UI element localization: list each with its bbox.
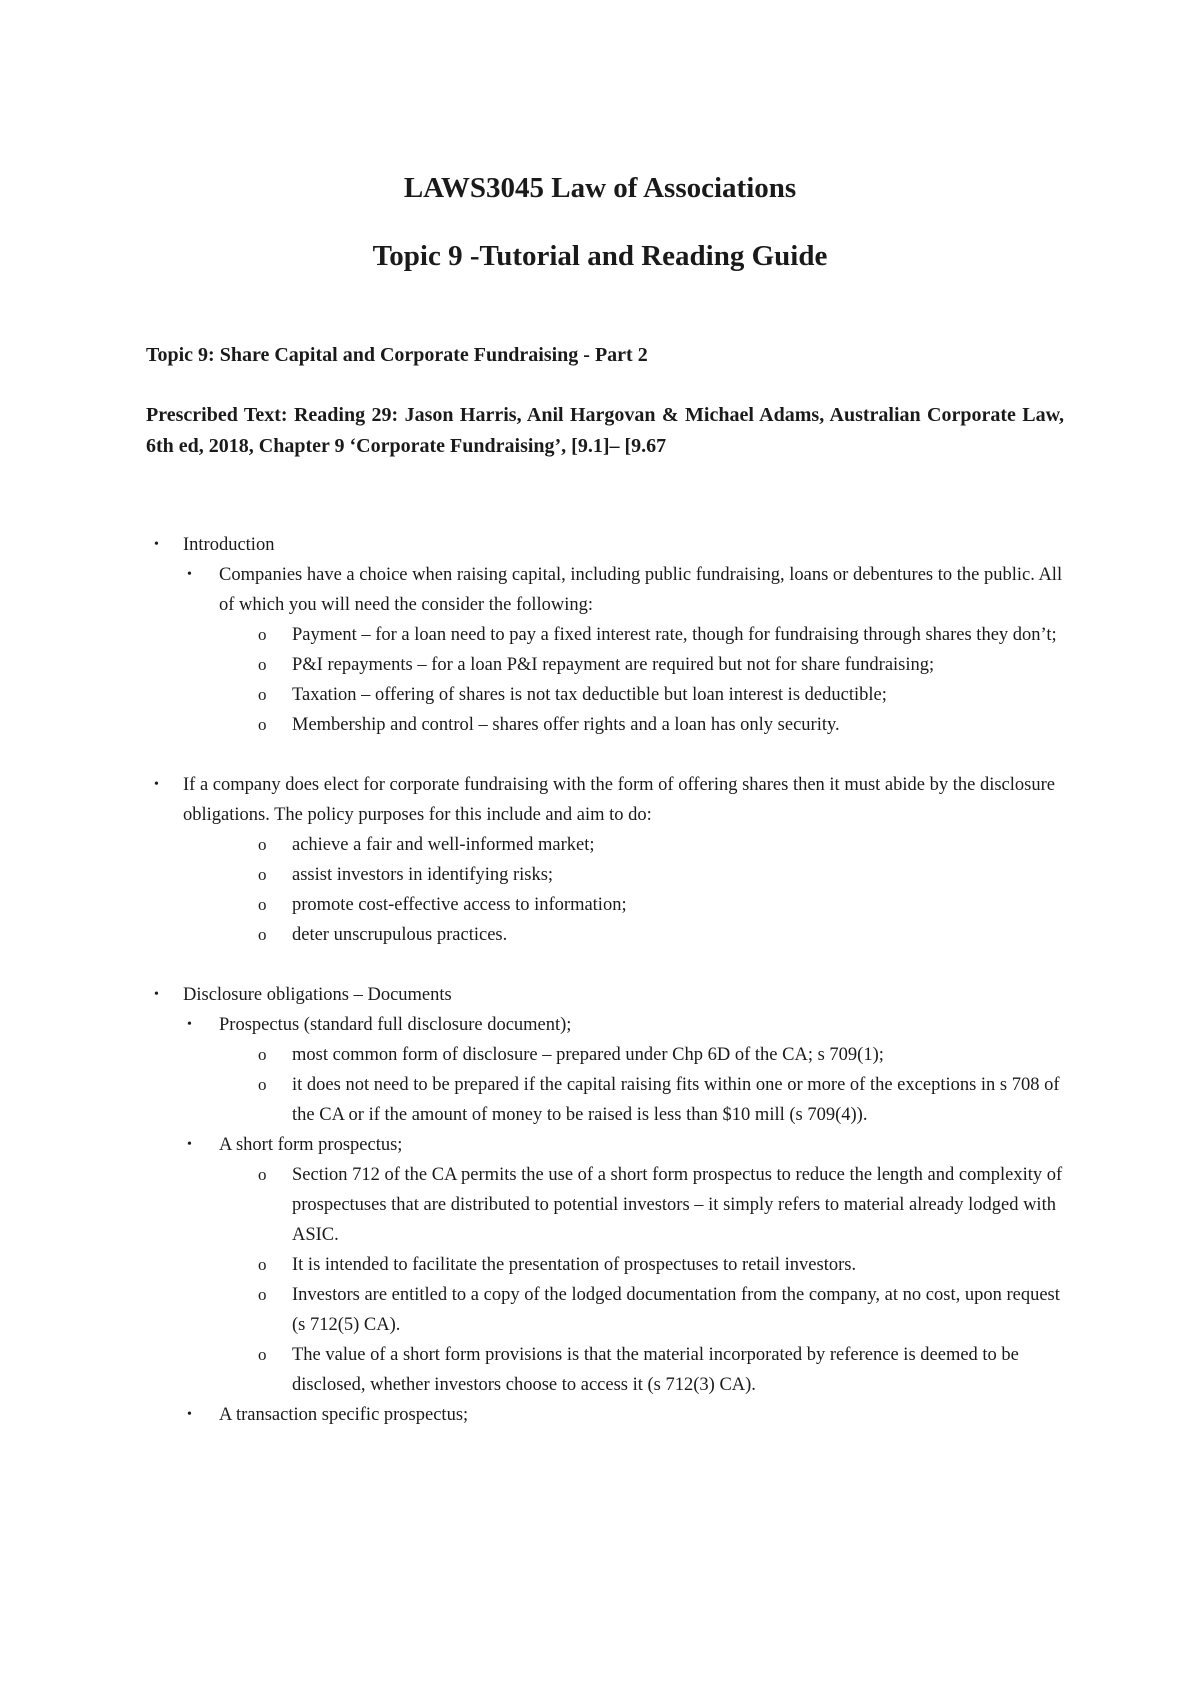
item-text: P&I repayments – for a loan P&I repayment are required but not for share fundraising; — [292, 655, 935, 675]
item-text: most common form of disclosure – prepared under Chp 6D of the CA; s 709(1); — [292, 1045, 884, 1065]
item-text: The value of a short form provisions is that the material incorporated by reference is deemed to be disclosed, whether investors choose to access it (s 712(3) CA). — [292, 1345, 1019, 1395]
document-subtitle: Topic 9 -Tutorial and Reading Guide — [372, 240, 828, 272]
sub-sub-bullet-item — [146, 830, 1066, 860]
circle-bullet-icon: o — [258, 895, 267, 914]
circle-bullet-icon: o — [258, 685, 267, 704]
circle-bullet-icon: o — [258, 1075, 267, 1094]
item-text: Introduction — [183, 535, 275, 555]
sub-bullet-item — [146, 1130, 1066, 1160]
item-text: Prospectus (standard full disclosure document); — [219, 1015, 572, 1035]
bullet-icon: • — [154, 777, 159, 792]
bullet-icon: • — [187, 567, 192, 582]
sub-bullet-item — [146, 560, 1066, 620]
circle-bullet-icon: o — [258, 1255, 267, 1274]
sub-sub-bullet-item — [146, 710, 1066, 740]
sub-sub-bullet-item — [146, 680, 1066, 710]
bullet-icon: • — [154, 987, 159, 1002]
sub-sub-bullet-item — [146, 1040, 1066, 1070]
item-text: Payment – for a loan need to pay a fixed interest rate, though for fundraising through shares they don’t; — [292, 625, 1057, 645]
sub-sub-bullet-item — [146, 1250, 1066, 1280]
item-text: If a company does elect for corporate fundraising with the form of offering shares then it must abide by the disclosure obligations. The policy purposes for this include and aim to do: — [183, 775, 1055, 825]
bullet-item — [146, 770, 1066, 830]
item-text: promote cost-effective access to information; — [292, 895, 627, 915]
bullet-icon: • — [187, 1137, 192, 1152]
sub-bullet-item — [146, 1010, 1066, 1040]
circle-bullet-icon: o — [258, 1285, 267, 1304]
topic-heading: Topic 9: Share Capital and Corporate Fundraising - Part 2 — [146, 344, 648, 366]
item-text: It is intended to facilitate the presentation of prospectuses to retail investors. — [292, 1255, 857, 1275]
sub-sub-bullet-item — [146, 650, 1066, 680]
bullet-icon: • — [187, 1407, 192, 1422]
bullet-icon: • — [154, 537, 159, 552]
circle-bullet-icon: o — [258, 835, 267, 854]
circle-bullet-icon: o — [258, 1165, 267, 1184]
sub-sub-bullet-item — [146, 1070, 1066, 1130]
item-text: Companies have a choice when raising capital, including public fundraising, loans or debentures to the public. All of which you will need the consider the following: — [219, 565, 1063, 615]
bullet-item — [146, 530, 1066, 560]
item-text: Section 712 of the CA permits the use of a short form prospectus to reduce the length and complexity of prospectuses that are distributed to potential investors – it simply refers to material already lodged with ASIC. — [292, 1165, 1063, 1245]
item-text: Disclosure obligations – Documents — [183, 985, 452, 1005]
sub-sub-bullet-item — [146, 1280, 1066, 1340]
sub-sub-bullet-item — [146, 890, 1066, 920]
sub-sub-bullet-item — [146, 1340, 1066, 1400]
item-text: it does not need to be prepared if the capital raising fits within one or more of the exceptions in s 708 of the CA or if the amount of money to be raised is less than $10 mill (s 709(4)). — [292, 1075, 1060, 1125]
bullet-item — [146, 980, 1066, 1010]
sub-sub-bullet-item — [146, 1160, 1066, 1250]
outline-list — [146, 530, 1066, 1430]
circle-bullet-icon: o — [258, 625, 267, 644]
item-text: achieve a fair and well-informed market; — [292, 835, 595, 855]
sub-sub-bullet-item — [146, 620, 1066, 650]
section-gap — [146, 740, 1066, 770]
circle-bullet-icon: o — [258, 865, 267, 884]
circle-bullet-icon: o — [258, 925, 267, 944]
document-title: LAWS3045 Law of Associations — [403, 172, 797, 204]
sub-sub-bullet-item — [146, 860, 1066, 890]
item-text: Investors are entitled to a copy of the lodged documentation from the company, at no cost, upon request (s 712(5) CA). — [292, 1285, 1060, 1335]
sub-bullet-item — [146, 1400, 1066, 1430]
item-text: A short form prospectus; — [219, 1135, 403, 1155]
section-gap — [146, 950, 1066, 980]
circle-bullet-icon: o — [258, 1345, 267, 1364]
bullet-icon: • — [187, 1017, 192, 1032]
item-text: assist investors in identifying risks; — [292, 865, 554, 885]
item-text: Membership and control – shares offer rights and a loan has only security. — [292, 715, 840, 735]
circle-bullet-icon: o — [258, 715, 267, 734]
prescribed-text: Prescribed Text: Reading 29: Jason Harris, Anil Hargovan & Michael Adams, Australian Corporate Law, 6th ed, 2018, Chapter 9 ‘Corporate Fundraising’, [9.1]– [9.67 — [146, 404, 1064, 457]
item-text: Taxation – offering of shares is not tax deductible but loan interest is deductible; — [292, 685, 887, 705]
item-text: deter unscrupulous practices. — [292, 925, 508, 945]
circle-bullet-icon: o — [258, 655, 267, 674]
circle-bullet-icon: o — [258, 1045, 267, 1064]
sub-sub-bullet-item — [146, 920, 1066, 950]
item-text: A transaction specific prospectus; — [219, 1405, 469, 1425]
